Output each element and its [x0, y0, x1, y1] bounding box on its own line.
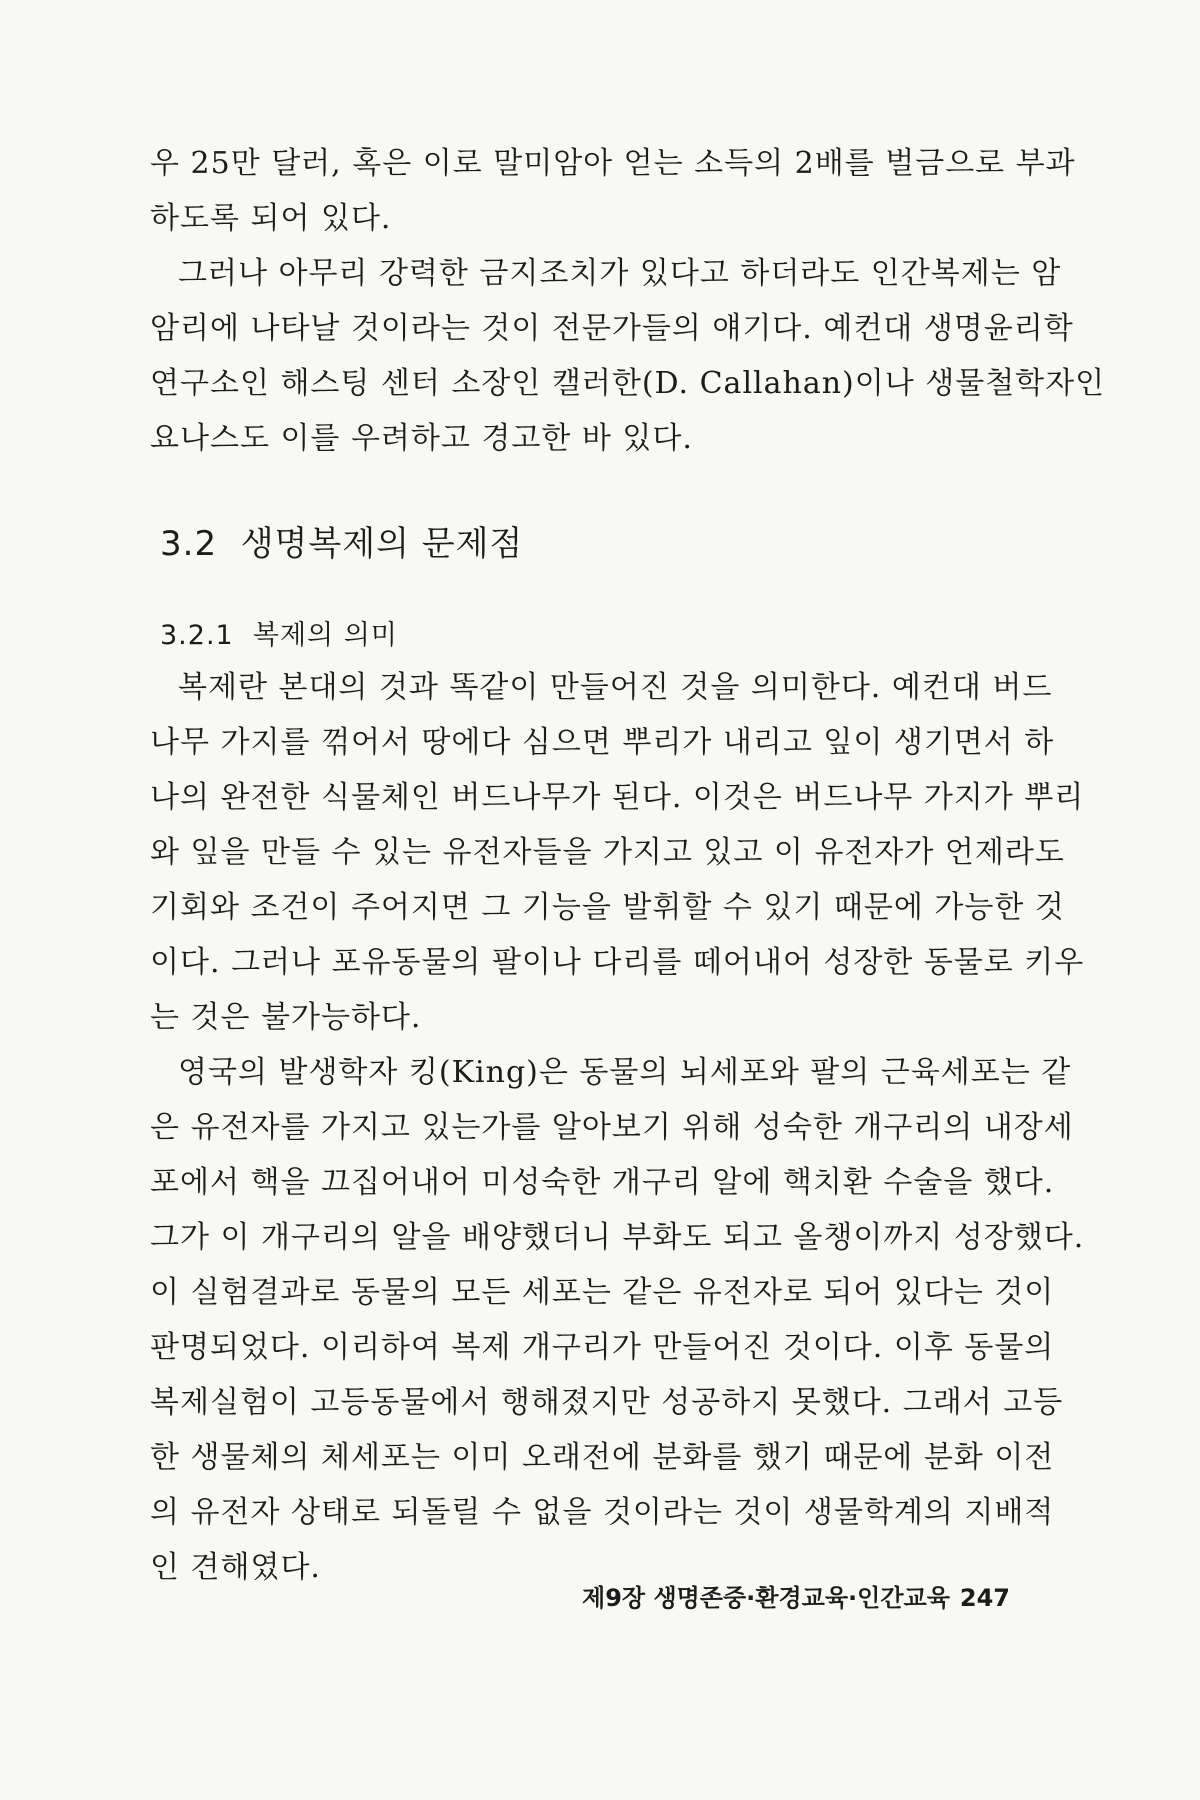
subsection-heading — [160, 616, 1040, 656]
section-title: 생명복제의 문제점 — [240, 524, 524, 564]
text-line: 은 유전자를 가지고 있는가를 알아보기 위해 성숙한 개구리의 내장세 — [150, 1110, 1074, 1145]
section-number: 3.2 — [160, 524, 218, 564]
text-line: 판명되었다. 이리하여 복제 개구리가 만들어진 것이다. 이후 동물의 — [150, 1330, 1055, 1365]
running-chapter-title: 제9장 생명존중·환경교육·인간교육 — [582, 1584, 950, 1612]
page-footer — [582, 1578, 1010, 1613]
text-line: 이다. 그러나 포유동물의 팔이나 다리를 떼어내어 성장한 동물로 키우 — [150, 945, 1085, 980]
text-line: 암리에 나타날 것이라는 것이 전문가들의 얘기다. 예컨대 생명윤리학 — [150, 311, 1074, 346]
page-number: 247 — [959, 1584, 1010, 1612]
text-line: 그가 이 개구리의 알을 배양했더니 부화도 되고 올챙이까지 성장했다. — [150, 1220, 1085, 1255]
text-line: 이 실험결과로 동물의 모든 세포는 같은 유전자로 되어 있다는 것이 — [150, 1275, 1055, 1310]
text-line: 영국의 발생학자 킹(King)은 동물의 뇌세포와 팔의 근육세포는 같 — [178, 1055, 1072, 1090]
text-line: 기회와 조건이 주어지면 그 기능을 발휘할 수 있기 때문에 가능한 것 — [150, 890, 1065, 925]
text-line: 복제란 본대의 것과 똑같이 만들어진 것을 의미한다. 예컨대 버드 — [178, 670, 1053, 705]
text-line: 그러나 아무리 강력한 금지조치가 있다고 하더라도 인간복제는 암 — [178, 256, 1062, 291]
paragraph-3 — [150, 660, 1085, 1045]
text-line: 우 25만 달러, 혹은 이로 말미암아 얻는 소득의 2배를 벌금으로 부과 — [150, 146, 1076, 181]
paragraph-4 — [150, 1045, 1085, 1595]
text-line: 한 생물체의 체세포는 이미 오래전에 분화를 했기 때문에 분화 이전 — [150, 1440, 1055, 1475]
text-line: 인 견해였다. — [150, 1550, 321, 1585]
text-line: 나의 완전한 식물체인 버드나무가 된다. 이것은 버드나무 가지가 뿌리 — [150, 780, 1085, 815]
text-line: 연구소인 해스팅 센터 소장인 캘러한(D. Callahan)이나 생물철학자인 — [150, 366, 1106, 401]
page-body — [150, 136, 1106, 1595]
section-heading — [160, 522, 1040, 566]
text-line: 포에서 핵을 끄집어내어 미성숙한 개구리 알에 핵치환 수술을 했다. — [150, 1165, 1055, 1200]
text-line: 복제실험이 고등동물에서 행해졌지만 성공하지 못했다. 그래서 고등 — [150, 1385, 1064, 1420]
subsection-title: 복제의 의미 — [252, 620, 398, 651]
text-line: 와 잎을 만들 수 있는 유전자들을 가지고 있고 이 유전자가 언제라도 — [150, 835, 1065, 870]
text-line: 하도록 되어 있다. — [150, 201, 392, 236]
text-line: 요나스도 이를 우려하고 경고한 바 있다. — [150, 421, 693, 456]
text-line: 의 유전자 상태로 되돌릴 수 없을 것이라는 것이 생물학계의 지배적 — [150, 1495, 1055, 1530]
paragraph-2 — [150, 246, 1106, 466]
subsection-number: 3.2.1 — [160, 620, 234, 651]
text-line: 는 것은 불가능하다. — [150, 1000, 422, 1035]
paragraph-1 — [150, 136, 1076, 246]
text-line: 나무 가지를 꺾어서 땅에다 심으면 뿌리가 내리고 잎이 생기면서 하 — [150, 725, 1055, 760]
